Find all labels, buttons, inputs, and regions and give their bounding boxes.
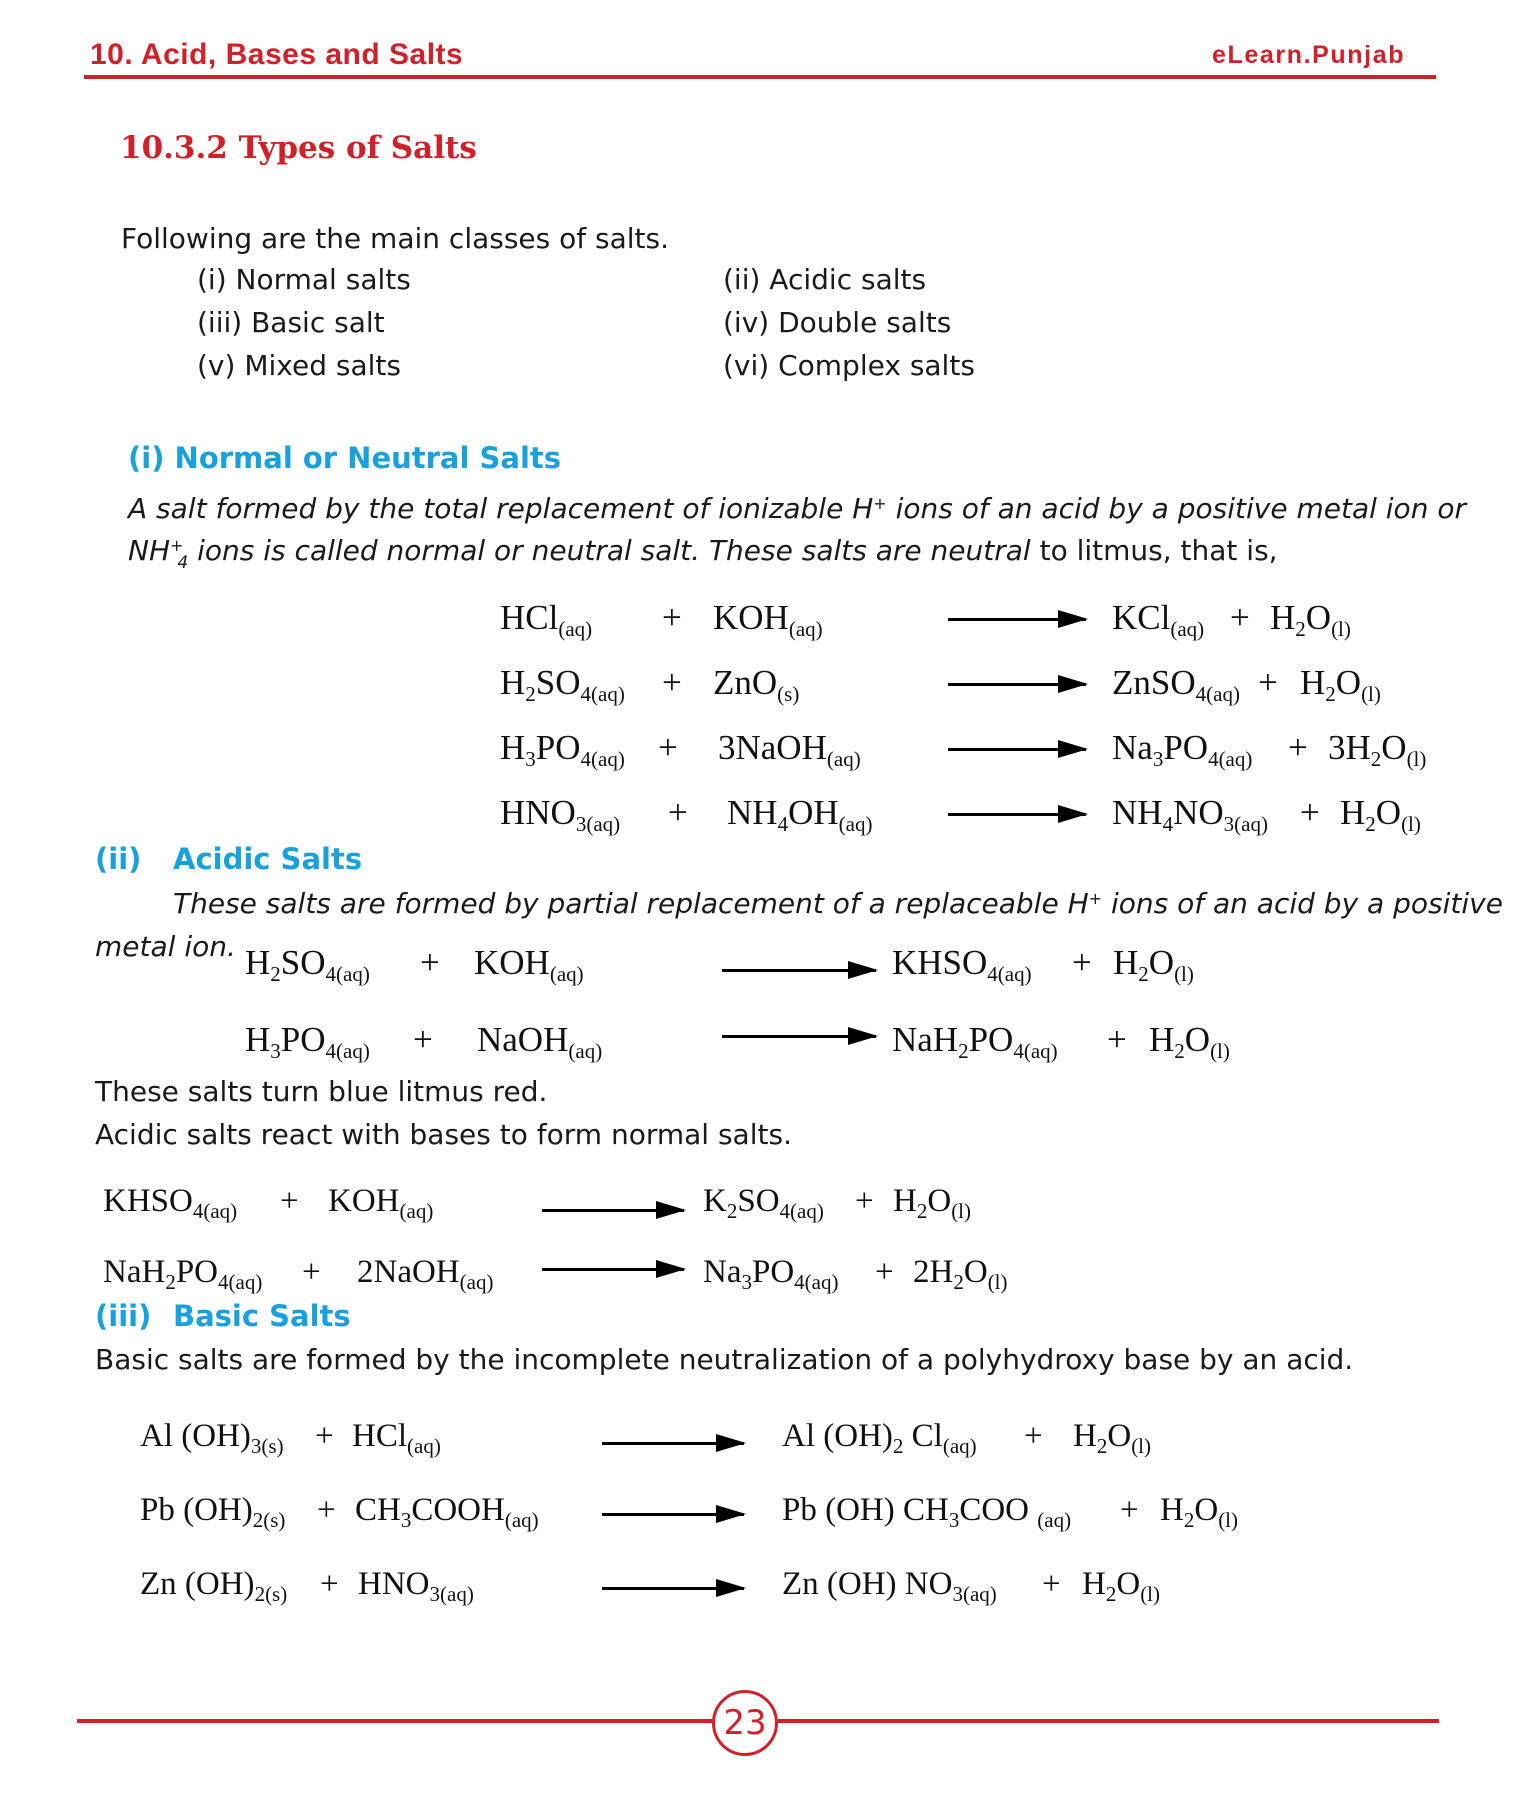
eq-normal-3-product-a: $Na_3PO_{4(aq)}$	[1112, 728, 1253, 771]
basic-salts-number: (iii)	[95, 1299, 152, 1333]
eq-normal-1-reactant-b: $KOH_{(aq)}$	[713, 598, 823, 641]
eq-plus: +	[1230, 598, 1250, 637]
eq-plus: +	[302, 1254, 321, 1290]
eq-acidic-3-reactant-b: $KOH_{(aq)}$	[328, 1183, 434, 1223]
eq-normal-1-reactant-a: HCl$_{(aq)}$	[500, 598, 593, 641]
class-item: (i) Normal salts	[197, 263, 411, 296]
eq-plus: +	[1072, 943, 1092, 982]
basic-def: Basic salts are formed by the incomplete neutralization of a polyhydroxy base by an acid.	[95, 1343, 1354, 1376]
acidic-def-line2: metal ion.	[95, 930, 236, 963]
class-item: (iv) Double salts	[723, 306, 952, 339]
eq-basic-1-product-b: $H_2O_{(l)}$	[1073, 1418, 1152, 1458]
acidic-def-line1: These salts are formed by partial replacement of a replaceable H+ ions of an acid by a positive	[173, 887, 1503, 920]
eq-plus: +	[1107, 1020, 1127, 1059]
eq-basic-1-product-a: Al $(OH)_2$ $Cl_{(aq)}$	[782, 1418, 977, 1458]
footer-rule-right	[778, 1719, 1439, 1723]
eq-normal-2-reactant-b: ZnO$_{(s)}$	[713, 663, 800, 706]
eq-plus: +	[317, 1492, 336, 1528]
eq-basic-2-product-a: Pb (OH) $CH_3COO$ $_{(aq)}$	[782, 1492, 1072, 1532]
chapter-title: 10. Acid, Bases and Salts	[90, 38, 464, 71]
eq-acidic-4-product-b: $2H_2O_{(l)}$	[913, 1254, 1008, 1294]
footer-rule-left	[77, 1719, 712, 1723]
reaction-arrow	[948, 813, 1086, 816]
brand-label: eLearn.Punjab	[1212, 41, 1406, 69]
eq-basic-3-reactant-a: Zn $(OH)_{2(s)}$	[140, 1566, 288, 1606]
eq-basic-3-reactant-b: $HNO_{3(aq)}$	[358, 1566, 474, 1606]
eq-plus: +	[413, 1020, 433, 1059]
eq-basic-3-product-a: Zn (OH) $NO_{3(aq)}$	[782, 1566, 997, 1606]
eq-basic-2-product-b: $H_2O_{(l)}$	[1160, 1492, 1239, 1532]
eq-normal-3-reactant-a: $H_3PO_{4(aq)}$	[500, 728, 625, 771]
eq-basic-2-reactant-b: $CH_3COOH_{(aq)}$	[355, 1492, 539, 1532]
eq-normal-1-product-b: $H_2O_{(l)}$	[1270, 598, 1351, 641]
eq-plus: +	[855, 1183, 874, 1219]
reaction-arrow	[602, 1513, 744, 1516]
basic-salts-heading: Basic Salts	[173, 1299, 351, 1333]
reaction-arrow	[602, 1442, 744, 1445]
eq-plus: +	[1042, 1566, 1061, 1602]
eq-plus: +	[658, 728, 678, 767]
eq-acidic-1-reactant-b: $KOH_{(aq)}$	[474, 943, 584, 986]
eq-plus: +	[662, 598, 682, 637]
eq-normal-1-product-a: KCl$_{(aq)}$	[1112, 598, 1205, 641]
intro-text: Following are the main classes of salts.	[121, 222, 670, 255]
eq-basic-1-reactant-a: Al $(OH)_{3(s)}$	[140, 1418, 284, 1458]
eq-plus: +	[662, 663, 682, 702]
eq-acidic-4-reactant-a: $NaH_2PO_{4(aq)}$	[103, 1254, 263, 1294]
eq-acidic-1-product-a: $KHSO_{4(aq)}$	[892, 943, 1032, 986]
eq-plus: +	[1288, 728, 1308, 767]
eq-normal-2-reactant-a: $H_2SO_{4(aq)}$	[500, 663, 625, 706]
eq-plus: +	[668, 793, 688, 832]
normal-def-line1: A salt formed by the total replacement of ionizable H+ ions of an acid by a positive metal ion or	[128, 492, 1466, 525]
class-item: (v) Mixed salts	[197, 349, 401, 382]
eq-basic-3-product-b: $H_2O_{(l)}$	[1082, 1566, 1161, 1606]
eq-acidic-3-product-a: $K_2SO_{4(aq)}$	[703, 1183, 824, 1223]
eq-normal-2-product-b: $H_2O_{(l)}$	[1300, 663, 1381, 706]
reaction-arrow	[722, 969, 876, 972]
eq-acidic-2-reactant-b: NaOH$_{(aq)}$	[477, 1020, 603, 1063]
eq-normal-4-product-b: $H_2O_{(l)}$	[1340, 793, 1421, 836]
acidic-salts-heading: Acidic Salts	[173, 842, 363, 876]
eq-basic-1-reactant-b: HCl$_{(aq)}$	[352, 1418, 441, 1458]
class-item: (iii) Basic salt	[197, 306, 385, 339]
eq-normal-4-reactant-b: $NH_4OH_{(aq)}$	[727, 793, 873, 836]
acidic-salts-number: (ii)	[95, 842, 142, 876]
reaction-arrow	[542, 1209, 684, 1212]
eq-plus: +	[315, 1418, 334, 1454]
eq-acidic-2-product-a: $NaH_2PO_{4(aq)}$	[892, 1020, 1058, 1063]
eq-plus: +	[280, 1183, 299, 1219]
eq-acidic-3-product-b: $H_2O_{(l)}$	[893, 1183, 972, 1223]
reaction-arrow	[948, 618, 1086, 621]
eq-plus: +	[1024, 1418, 1043, 1454]
section-title: 10.3.2 Types of Salts	[120, 130, 477, 166]
eq-plus: +	[1300, 793, 1320, 832]
page-number: 23	[723, 1703, 767, 1743]
eq-normal-3-product-b: $3H_2O_{(l)}$	[1328, 728, 1427, 771]
reaction-arrow	[722, 1035, 876, 1038]
reaction-arrow	[948, 748, 1086, 751]
eq-acidic-1-product-b: $H_2O_{(l)}$	[1113, 943, 1194, 986]
eq-acidic-3-reactant-a: $KHSO_{4(aq)}$	[103, 1183, 238, 1223]
eq-acidic-2-reactant-a: $H_3PO_{4(aq)}$	[245, 1020, 370, 1063]
acidic-note-1: These salts turn blue litmus red.	[95, 1075, 548, 1108]
reaction-arrow	[542, 1268, 684, 1271]
eq-plus: +	[1120, 1492, 1139, 1528]
class-item: (ii) Acidic salts	[723, 263, 927, 296]
eq-plus: +	[1258, 663, 1278, 702]
normal-salts-heading: (i) Normal or Neutral Salts	[128, 441, 562, 475]
normal-def-line2: $NH^+_4$ ions is called normal or neutral salt. These salts are neutral to litmus, that is,	[128, 534, 1278, 573]
eq-normal-3-reactant-b: 3NaOH$_{(aq)}$	[718, 728, 861, 771]
acidic-note-2: Acidic salts react with bases to form normal salts.	[95, 1118, 792, 1151]
eq-acidic-4-reactant-b: 2NaOH$_{(aq)}$	[357, 1254, 494, 1294]
eq-acidic-4-product-a: $Na_3PO_{4(aq)}$	[703, 1254, 839, 1294]
eq-plus: +	[875, 1254, 894, 1290]
eq-basic-2-reactant-a: Pb $(OH)_{2(s)}$	[140, 1492, 286, 1532]
eq-normal-4-product-a: $NH_4NO_{3(aq)}$	[1112, 793, 1268, 836]
header-rule	[84, 75, 1436, 79]
eq-acidic-2-product-b: $H_2O_{(l)}$	[1149, 1020, 1230, 1063]
eq-normal-4-reactant-a: $HNO_{3(aq)}$	[500, 793, 621, 836]
eq-normal-2-product-a: ZnSO$_{4(aq)}$	[1112, 663, 1240, 706]
reaction-arrow	[602, 1587, 744, 1590]
eq-plus: +	[420, 943, 440, 982]
reaction-arrow	[948, 683, 1086, 686]
eq-acidic-1-reactant-a: $H_2SO_{4(aq)}$	[245, 943, 370, 986]
eq-plus: +	[320, 1566, 339, 1602]
class-item: (vi) Complex salts	[723, 349, 975, 382]
